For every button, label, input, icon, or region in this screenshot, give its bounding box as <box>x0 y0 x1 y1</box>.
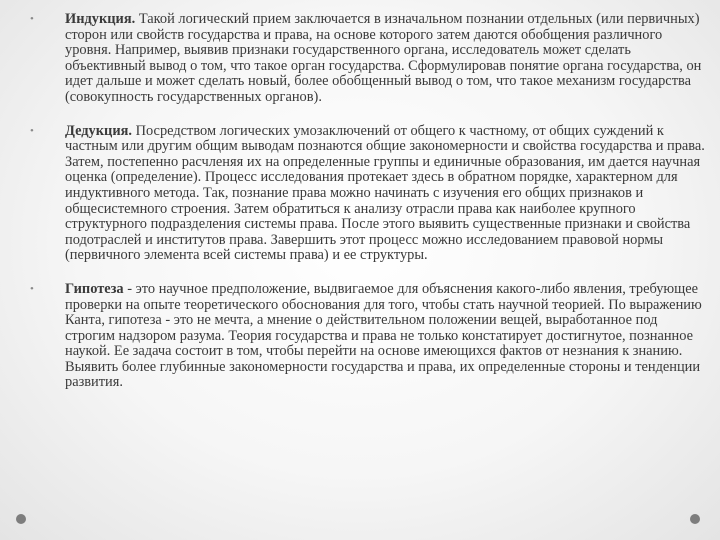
bullet-paragraph <box>65 12 710 106</box>
bullet-marker: • <box>30 124 34 137</box>
definition-deduction: Посредством логических умозаключений от общего к частному, от общих суждений к частным или другим общим выводам познаются общие закономерности и свойства государства и права. Затем, постепенно расчленяя их на определенные группы и единичные образования, им дается научная оценка (определение). Процесс исследования протекает здесь в обратном порядке, характерном для индуктивного метода. Так, познание права можно начинать с изучения его общих признаков и общесистемного строения. Затем обратиться к анализу отрасли права как наиболее крупного структурного подразделения системы права. После этого выявить существенные признаки и свойства подотраслей и институтов права. Завершить этот процесс можно исследованием правовой нормы (первичного элемента всей системы права) и ее структуры. <box>65 122 705 264</box>
bullet-marker: • <box>30 13 34 25</box>
bullet-item-hypothesis <box>30 282 710 391</box>
decorative-dot-right <box>690 514 700 524</box>
definition-hypothesis: - это научное предположение, выдвигаемое для объяснения какого-либо явления, требующее проверки на опыте теоретического обоснования для того, чтобы стать научной теорией. По выражению Канта, гипотеза - это не мечта, а мнение о действительном положении вещей, выработанное под строгим надзором разума. Теория государства и права не только констатирует достигнутое, познанное наукой. Ее задача состоит в том, чтобы перейти на основе имеющихся фактов от незнания к знанию. Выявить более глубинные закономерности государства и права, их определенные стороны и тенденции развития. <box>65 280 702 391</box>
term-deduction: Дедукция. <box>65 122 133 139</box>
term-hypothesis: Гипотеза <box>65 280 124 297</box>
bullet-item-deduction <box>30 124 710 264</box>
decorative-dot-left <box>16 514 26 524</box>
term-induction: Индукция. <box>65 11 136 27</box>
definition-induction: Такой логический прием заключается в изначальном познании отдельных (или первичных) сторон или свойств государства и права, на основе которого затем даются обобщения различного уровня. Например, выявив признаки государственного органа, исследователь может сделать объективный вывод о том, что такое орган государства. Сформулировав понятие органа государства, он идет дальше и может сделать новый, более обобщенный вывод о том, что такое механизм государства (совокупность государственных органов). <box>65 11 702 105</box>
bullet-marker: • <box>30 282 34 295</box>
bullet-list <box>30 12 710 391</box>
bullet-item-induction <box>30 12 710 106</box>
bullet-paragraph <box>65 124 710 264</box>
bullet-paragraph <box>65 282 710 391</box>
